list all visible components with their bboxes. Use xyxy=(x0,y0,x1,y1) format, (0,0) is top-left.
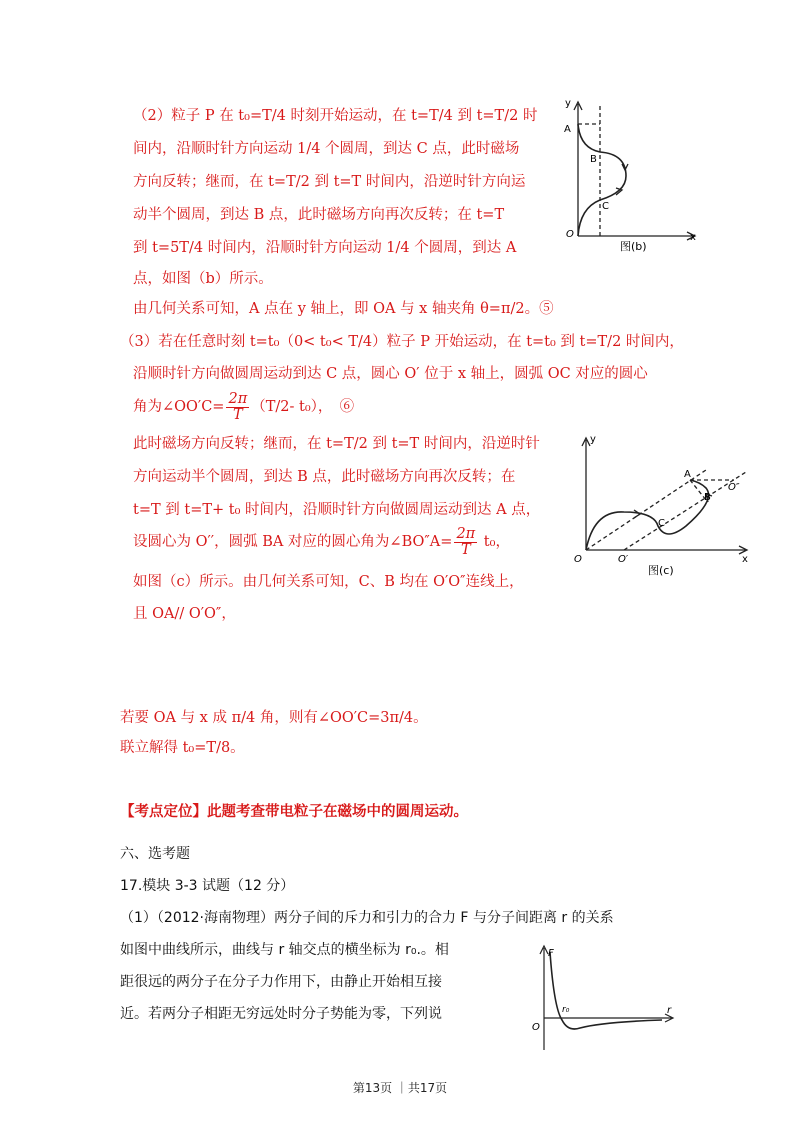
fig-c-trajectory xyxy=(586,480,709,550)
part2-line-6: 点，如图（b）所示。 xyxy=(133,271,273,287)
kaodian-line xyxy=(120,795,468,828)
fig-b-trajectory xyxy=(578,124,626,236)
fig-b-o-label: O xyxy=(566,229,574,240)
fig-b-x-label: x xyxy=(690,232,696,243)
q1-line-1: （1）（2012·海南物理）两分子间的斥力和引力的合力 F 与分子间距离 r 的关系 xyxy=(120,910,614,926)
fig-c-a-label: A xyxy=(684,469,691,480)
part2-line-5: 到 t=5T/4 时间内，沿顺时针方向运动 1/4 个圆周，到达 A xyxy=(133,240,517,256)
fig-c-arrow-1 xyxy=(634,510,640,518)
fig-b-y-label: y xyxy=(565,98,571,109)
fig-c-c-label: C xyxy=(658,518,665,529)
figure-b xyxy=(558,96,700,262)
fig-c-o2-label: O″ xyxy=(728,482,740,493)
fraction-2pi-over-t-2 xyxy=(454,527,477,558)
figure-c xyxy=(566,430,756,578)
kaodian-tag: 【考点定位】 xyxy=(120,803,207,820)
fig-c-y-label: y xyxy=(590,434,596,445)
fig-f-r-label: r xyxy=(667,1005,672,1016)
fraction-denominator: T xyxy=(233,406,243,423)
fig-c-x-label: x xyxy=(742,554,748,565)
figure-force-distance xyxy=(522,938,682,1058)
part3-line-3 xyxy=(133,388,354,426)
part3-line-3-post: （T/2- t₀）， ⑥ xyxy=(251,399,355,415)
fraction-numerator: 2π xyxy=(228,390,248,407)
part2-line-3: 方向反转；继而，在 t=T/2 到 t=T 时间内，沿逆时针方向运 xyxy=(133,174,526,190)
fig-c-o-label: O xyxy=(574,554,582,565)
part3-line-1: （3）若在任意时刻 t=t₀（0< t₀< T/4）粒子 P 开始运动，在 t=t₀ 到 t=T/2 时间内， xyxy=(120,334,684,350)
part3-line-5: 方向运动半个圆周，到达 B 点，此时磁场方向再次反转；在 xyxy=(133,469,516,485)
part3-line-7 xyxy=(133,522,510,562)
fig-c-line-oa xyxy=(586,470,706,550)
q1-line-4: 近。若两分子相距无穷远处时分子势能为零，下列说 xyxy=(120,1006,442,1022)
q1-line-3: 距很远的两分子在分子力作用下，由静止开始相互接 xyxy=(120,974,442,990)
fig-b-b-label: B xyxy=(590,154,597,165)
part3-line-9: 且 OA// O′O″， xyxy=(133,606,236,622)
fig-f-o-label: O xyxy=(532,1022,540,1033)
fig-c-caption: 图(c) xyxy=(648,564,674,577)
kaodian-text: 此题考查带电粒子在磁场中的圆周运动。 xyxy=(207,803,468,820)
section-heading: 六、选考题 xyxy=(120,846,190,862)
fig-f-r0-label: r₀ xyxy=(562,1005,570,1015)
part3-line-11: 联立解得 t₀=T/8。 xyxy=(120,740,245,756)
part3-line-10: 若要 OA 与 x 成 π/4 角，则有∠OO′C=3π/4。 xyxy=(120,710,428,726)
part2-line-4: 动半个圆周，到达 B 点，此时磁场方向再次反转；在 t=T xyxy=(133,207,505,223)
part2-line-7: 由几何关系可知，A 点在 y 轴上，即 OA 与 x 轴夹角 θ=π/2。⑤ xyxy=(133,301,554,317)
fig-c-b-label: B xyxy=(704,492,711,503)
part3-line-6: t=T 到 t=T+ t₀ 时间内，沿顺时针方向做圆周运动到达 A 点， xyxy=(133,502,541,518)
fig-c-o1-label: O′ xyxy=(618,554,629,565)
page-footer: 第13页 ｜共17页 xyxy=(352,1081,448,1095)
part2-line-2: 间内，沿顺时针方向运动 1/4 个圆周，到达 C 点，此时磁场 xyxy=(133,141,520,157)
q1-line-2: 如图中曲线所示，曲线与 r 轴交点的横坐标为 r₀.。相 xyxy=(120,942,449,958)
part3-line-7-post: t₀， xyxy=(479,534,510,550)
part3-line-3-pre: 角为∠OO′C= xyxy=(133,399,225,415)
fraction-denominator: T xyxy=(460,541,471,558)
fig-b-a-label: A xyxy=(564,124,571,135)
part3-line-4: 此时磁场方向反转；继而，在 t=T/2 到 t=T 时间内，沿逆时针 xyxy=(133,436,540,452)
fraction-numerator: 2π xyxy=(456,525,476,542)
part2-line-1: （2）粒子 P 在 t₀=T/4 时刻开始运动，在 t=T/4 到 t=T/2 时 xyxy=(133,108,538,124)
part3-line-8: 如图（c）所示。由几何关系可知，C、B 均在 O′O″连线上， xyxy=(133,574,524,590)
question-title: 17.模块 3-3 试题（12 分） xyxy=(120,878,295,894)
fraction-2pi-over-t xyxy=(226,392,249,423)
fig-b-c-label: C xyxy=(602,201,609,212)
part3-line-2: 沿顺时针方向做圆周运动到达 C 点，圆心 O′ 位于 x 轴上，圆弧 OC 对应的圆心 xyxy=(133,366,648,382)
fig-b-caption: 图(b) xyxy=(620,240,647,253)
fig-f-f-label: F xyxy=(548,948,554,959)
part3-line-7-pre: 设圆心为 O′′，圆弧 BA 对应的圆心角为∠BO″A= xyxy=(133,534,453,550)
